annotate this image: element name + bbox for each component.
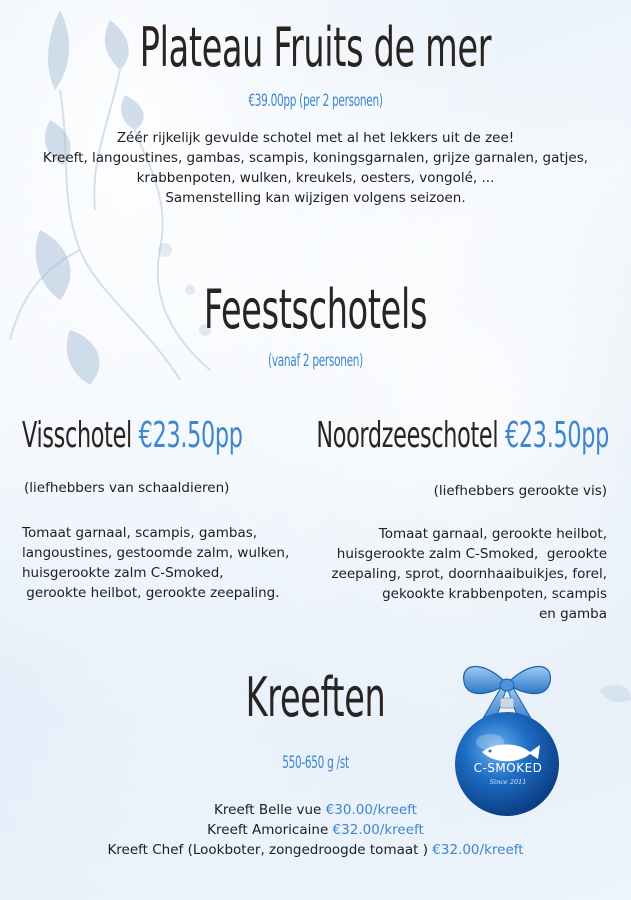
noordzeeschotel-line: zeepaling, sprot, doornhaaibuikjes, forel, xyxy=(331,566,607,582)
page-title xyxy=(0,14,631,82)
visschotel-heading xyxy=(22,414,243,458)
plateau-description-line: Kreeft, langoustines, gambas, scampis, koningsgarnalen, grijze garnalen, gatjes, xyxy=(42,150,589,166)
kreeften-weight: 550-650 g /st xyxy=(282,753,349,773)
feestschotels-heading-block xyxy=(0,276,631,344)
plateau-description-line: krabbenpoten, wulken, kreukels, oesters, vongolé, ... xyxy=(136,170,495,186)
visschotel-price: €23.50pp xyxy=(138,415,243,456)
noordzeeschotel-name: Noordzeeschotel xyxy=(316,415,499,456)
list-item xyxy=(0,820,631,840)
plateau-description xyxy=(0,128,631,208)
noordzeeschotel-contents xyxy=(307,524,607,624)
list-item xyxy=(0,840,631,860)
visschotel-line: langoustines, gestoomde zalm, wulken, xyxy=(22,545,290,561)
noordzeeschotel-line: en gamba xyxy=(539,606,607,622)
kreeft-name: Kreeft Chef (Lookboter, zongedroogde tomaat ) xyxy=(107,842,433,858)
noordzeeschotel-note: (liefhebbers gerookte vis) xyxy=(433,483,607,499)
feestschotels-subtitle: (vanaf 2 personen) xyxy=(268,351,363,371)
plateau-description-line: Samenstelling kan wijzigen volgens seizoen. xyxy=(165,190,466,206)
visschotel-name: Visschotel xyxy=(22,415,132,456)
noordzeeschotel-line: huisgerookte zalm C-Smoked, gerookte xyxy=(336,546,607,562)
kreeft-name: Kreeft Amoricaine xyxy=(207,822,333,838)
plateau-title: Plateau Fruits de mer xyxy=(139,16,492,79)
logo-since: Since 2011 xyxy=(489,778,527,786)
noordzeeschotel-line: Tomaat garnaal, gerookte heilbot, xyxy=(378,526,607,542)
kreeft-name: Kreeft Belle vue xyxy=(214,802,326,818)
plateau-price-block xyxy=(0,90,631,112)
noordzeeschotel-line: gekookte krabbenpoten, scampis xyxy=(382,586,607,602)
c-smoked-ornament-logo xyxy=(452,652,562,822)
kreeft-price: €30.00/kreeft xyxy=(325,802,417,818)
plateau-price: €39.00pp (per 2 personen) xyxy=(248,91,383,111)
feestschotels-title: Feestschotels xyxy=(203,278,428,341)
kreeft-price: €32.00/kreeft xyxy=(432,842,524,858)
plateau-description-line: Zéér rijkelijk gevulde schotel met al het lekkers uit de zee! xyxy=(116,130,515,146)
kreeft-price: €32.00/kreeft xyxy=(332,822,424,838)
noordzeeschotel-price: €23.50pp xyxy=(505,415,609,456)
visschotel-contents xyxy=(22,523,312,603)
visschotel-line: gerookte heilbot, gerookte zeepaling. xyxy=(22,585,280,601)
feestschotels-subtitle-block xyxy=(0,350,631,372)
visschotel-note: (liefhebbers van schaaldieren) xyxy=(24,480,230,496)
visschotel-line: Tomaat garnaal, scampis, gambas, xyxy=(22,525,258,541)
logo-brand: C-SMOKED xyxy=(473,761,543,775)
visschotel-line: huisgerookte zalm C-Smoked, xyxy=(22,565,224,581)
kreeften-title: Kreeften xyxy=(245,666,386,729)
noordzeeschotel-heading xyxy=(316,414,609,458)
